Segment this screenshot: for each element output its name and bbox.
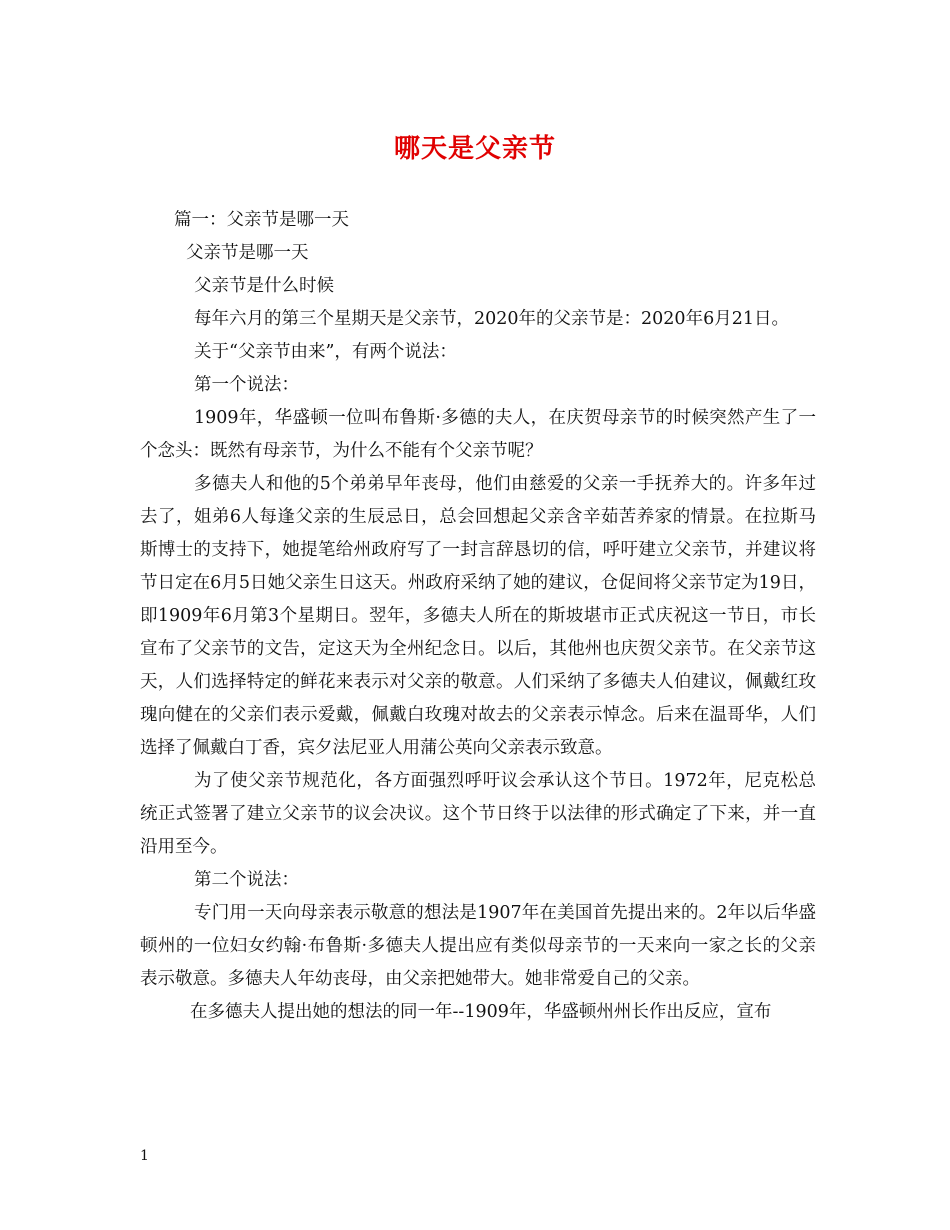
paragraph: 专门用一天向母亲表示敬意的想法是1907年在美国首先提出来的。2年以后华盛顿州的一位妇女约翰·布鲁斯·多德夫人提出应有类似母亲节的一天来向一家之长的父亲表示敬意。多德夫人年幼丧母，由父亲把她带大。她非常爱自己的父亲。 xyxy=(140,903,816,989)
paragraph: 第二个说法： xyxy=(194,870,299,890)
subheading: 父亲节是哪一天 xyxy=(186,243,309,263)
paragraph: 第一个说法： xyxy=(194,375,299,395)
paragraph: 1909年，华盛顿一位叫布鲁斯·多德的夫人，在庆贺母亲节的时候突然产生了一个念头：既然有母亲节，为什么不能有个父亲节呢？ xyxy=(140,408,816,461)
subheading: 父亲节是什么时候 xyxy=(194,276,334,296)
paragraph: 每年六月的第三个星期天是父亲节，2020年的父亲节是：2020年6月21日。 xyxy=(194,309,789,329)
paragraph: 在多德夫人提出她的想法的同一年--1909年，华盛顿州州长作出反应，宣布 xyxy=(190,1002,772,1022)
paragraph: 为了使父亲节规范化，各方面强烈呼吁议会承认这个节日。1972年，尼克松总统正式签署了建立父亲节的议会决议。这个节日终于以法律的形式确定了下来，并一直沿用至今。 xyxy=(140,771,816,857)
page-number: 1 xyxy=(140,1148,149,1164)
document-body xyxy=(140,204,816,1029)
section-heading: 篇一：父亲节是哪一天 xyxy=(174,210,349,230)
document-title: 哪天是父亲节 xyxy=(393,134,556,164)
paragraph: 关于“父亲节由来”，有两个说法： xyxy=(194,342,457,362)
paragraph: 多德夫人和他的5个弟弟早年丧母，他们由慈爱的父亲一手抚养大的。许多年过去了，姐弟6人每逢父亲的生辰忌日，总会回想起父亲含辛茹苦养家的情景。在拉斯马斯博士的支持下，她提笔给州政府写了一封言辞恳切的信，呼吁建立父亲节，并建议将节日定在6月5日她父亲生日这天。州政府采纳了她的建议，仓促间将父亲节定为19日，即1909年6月第3个星期日。翌年，多德夫人所在的斯坡堪市正式庆祝这一节日，市长宣布了父亲节的文告，定这天为全州纪念日。以后，其他州也庆贺父亲节。在父亲节这天，人们选择特定的鲜花来表示对父亲的敬意。人们采纳了多德夫人伯建议，佩戴红玫瑰向健在的父亲们表示爱戴，佩戴白玫瑰对故去的父亲表示悼念。后来在温哥华，人们选择了佩戴白丁香，宾夕法尼亚人用蒲公英向父亲表示致意。 xyxy=(140,474,816,758)
